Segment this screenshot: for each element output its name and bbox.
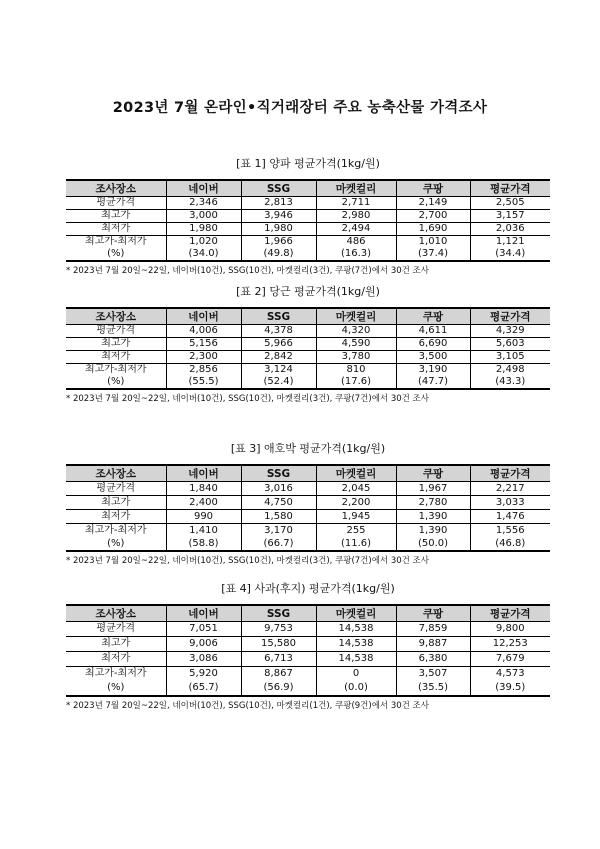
table-cell: 1,580 [241,510,316,524]
header-naver: 네이버 [166,308,241,325]
row-label: 평균가격 [66,482,166,496]
table-cell: 4,006 [166,325,241,338]
table-cell: 3,780 [316,351,396,364]
header-marketkurly: 마켓컬리 [316,308,396,325]
table-cell: 3,016 [241,482,316,496]
table-cell: 14,538 [316,622,396,637]
table-cell: (17.6) [316,376,396,389]
table-cell: 2,045 [316,482,396,496]
price-table [66,604,550,697]
row-label: 최저가 [66,510,166,524]
table-cell: 2,700 [396,210,470,223]
table-cell: 2,346 [166,197,241,210]
table-cell: 1,690 [396,223,470,236]
table-row [66,236,550,249]
table-cell: (35.5) [396,681,470,696]
page-title: 2023년 7월 온라인•직거래장터 주요 농축산물 가격조사 [112,100,488,116]
table-cell: 6,690 [396,338,470,351]
table-note: * 2023년 7월 20일~22일, 네이버(10건), SSG(10건), 마켓컬리(3건), 쿠팡(7건)에서 30건 조사 [66,394,429,404]
table-cell: 2,200 [316,496,396,510]
row-label: 최고가-최저가 [84,236,147,247]
table-cell: (50.0) [396,537,470,551]
table-caption: [표 1] 양파 평균가격(1kg/원) [236,157,380,170]
header-average: 평균가격 [470,180,550,197]
table-cell: 2,980 [316,210,396,223]
header-ssg: SSG [241,465,316,482]
table-row [66,197,550,210]
header-average: 평균가격 [470,465,550,482]
table-row [66,210,550,223]
table-cell: (11.6) [316,537,396,551]
table-cell: 990 [166,510,241,524]
table-cell: 255 [316,524,396,538]
table-cell: 4,590 [316,338,396,351]
table-cell: 9,753 [241,622,316,637]
table-cell: 2,217 [470,482,550,496]
table-row [66,376,550,389]
header-location: 조사장소 [66,180,166,197]
table-cell: 1,476 [470,510,550,524]
row-label: 평균가격 [66,197,166,210]
row-label: 최고가-최저가 [84,364,147,375]
table-cell: (66.7) [241,537,316,551]
header-marketkurly: 마켓컬리 [316,180,396,197]
price-table-onion [66,155,550,276]
table-cell: 1,945 [316,510,396,524]
table-row [66,248,550,261]
table-cell: (46.8) [470,537,550,551]
table-cell: (47.7) [396,376,470,389]
table-cell: 1,390 [396,510,470,524]
header-average: 평균가격 [470,605,550,622]
table-cell: 9,800 [470,622,550,637]
table-cell: 2,149 [396,197,470,210]
table-cell: 3,170 [241,524,316,538]
header-naver: 네이버 [166,605,241,622]
table-cell: 2,842 [241,351,316,364]
table-cell: 9,006 [166,637,241,652]
table-cell: 0 [316,667,396,682]
table-cell: 5,966 [241,338,316,351]
table-row [66,364,550,377]
table-cell: 810 [316,364,396,377]
table-cell: 5,156 [166,338,241,351]
table-cell: 1,966 [241,236,316,249]
table-cell: 8,867 [241,667,316,682]
header-location: 조사장소 [66,605,166,622]
table-cell: 1,020 [166,236,241,249]
table-cell: 1,840 [166,482,241,496]
table-cell: 2,711 [316,197,396,210]
table-cell: 1,967 [396,482,470,496]
table-row [66,681,550,696]
table-cell: 1,390 [396,524,470,538]
price-table-carrot [66,283,550,404]
table-cell: 4,750 [241,496,316,510]
table-cell: 2,856 [166,364,241,377]
table-cell: 4,378 [241,325,316,338]
header-coupang: 쿠팡 [396,605,470,622]
table-cell: 2,498 [470,364,550,377]
table-caption: [표 4] 사과(후지) 평균가격(1kg/원) [221,582,395,595]
table-cell: (0.0) [316,681,396,696]
table-cell: 1,980 [241,223,316,236]
price-table-apple [66,580,550,711]
table-cell: 7,679 [470,652,550,667]
table-note: * 2023년 7월 20일~22일, 네이버(10건), SSG(10건), 마켓컬리(3건), 쿠팡(7건)에서 30건 조사 [66,266,429,276]
table-cell: (37.4) [396,248,470,261]
header-ssg: SSG [241,308,316,325]
table-cell: 3,946 [241,210,316,223]
table-row [66,482,550,496]
header-marketkurly: 마켓컬리 [316,605,396,622]
row-label: 최고가-최저가 [84,668,147,679]
row-label: (%) [66,248,166,261]
header-location: 조사장소 [66,465,166,482]
table-cell: (56.9) [241,681,316,696]
table-cell: 1,556 [470,524,550,538]
table-cell: 7,051 [166,622,241,637]
table-cell: 3,190 [396,364,470,377]
table-cell: 14,538 [316,637,396,652]
row-label: (%) [66,537,166,551]
table-cell: 1,980 [166,223,241,236]
table-cell: 6,380 [396,652,470,667]
row-label: (%) [66,681,166,696]
header-marketkurly: 마켓컬리 [316,465,396,482]
table-cell: (52.4) [241,376,316,389]
table-cell: 2,036 [470,223,550,236]
table-row [66,524,550,538]
table-cell: (55.5) [166,376,241,389]
table-cell: 2,505 [470,197,550,210]
table-cell: 4,573 [470,667,550,682]
table-row [66,537,550,551]
header-average: 평균가격 [470,308,550,325]
row-label: 평균가격 [66,325,166,338]
table-cell: 4,329 [470,325,550,338]
price-table-zucchini [66,440,550,566]
row-label: 최고가-최저가 [84,525,147,536]
table-cell: 2,494 [316,223,396,236]
table-row [66,622,550,637]
table-cell: 3,500 [396,351,470,364]
table-cell: 2,780 [396,496,470,510]
table-cell: 5,603 [470,338,550,351]
header-ssg: SSG [241,180,316,197]
table-cell: 6,713 [241,652,316,667]
table-cell: 3,033 [470,496,550,510]
row-label: 최고가 [66,637,166,652]
row-label: 최저가 [66,652,166,667]
table-row [66,667,550,682]
table-cell: 3,105 [470,351,550,364]
table-cell: 2,813 [241,197,316,210]
table-cell: 3,507 [396,667,470,682]
table-row [66,637,550,652]
table-cell: 2,400 [166,496,241,510]
table-caption: [표 3] 애호박 평균가격(1kg/원) [230,442,386,455]
row-label: 최고가 [66,338,166,351]
table-cell: 9,887 [396,637,470,652]
header-location: 조사장소 [66,308,166,325]
table-row [66,338,550,351]
header-naver: 네이버 [166,465,241,482]
price-table [66,179,550,262]
row-label: 평균가격 [66,622,166,637]
row-label: 최고가 [66,210,166,223]
table-row [66,223,550,236]
table-row [66,510,550,524]
table-note: * 2023년 7월 20일~22일, 네이버(10건), SSG(10건), 마켓컬리(3건), 쿠팡(7건)에서 30건 조사 [66,556,429,566]
table-cell: 3,000 [166,210,241,223]
table-row [66,652,550,667]
table-cell: 3,124 [241,364,316,377]
header-naver: 네이버 [166,180,241,197]
table-cell: (39.5) [470,681,550,696]
row-label: 최저가 [66,351,166,364]
table-cell: 486 [316,236,396,249]
table-cell: (43.3) [470,376,550,389]
table-row [66,325,550,338]
table-cell: 4,320 [316,325,396,338]
row-label: 최고가 [66,496,166,510]
row-label: 최저가 [66,223,166,236]
table-cell: (49.8) [241,248,316,261]
table-cell: 7,859 [396,622,470,637]
table-cell: 1,121 [470,236,550,249]
table-cell: 5,920 [166,667,241,682]
price-table [66,307,550,390]
table-cell: 14,538 [316,652,396,667]
header-ssg: SSG [241,605,316,622]
table-cell: 3,086 [166,652,241,667]
table-cell: 15,580 [241,637,316,652]
header-coupang: 쿠팡 [396,180,470,197]
table-cell: 1,010 [396,236,470,249]
table-note: * 2023년 7월 20일~22일, 네이버(10건), SSG(10건), 마켓컬리(1건), 쿠팡(9건)에서 30건 조사 [66,701,429,711]
row-label: (%) [66,376,166,389]
table-cell: (65.7) [166,681,241,696]
table-caption: [표 2] 당근 평균가격(1kg/원) [236,285,380,298]
table-cell: 2,300 [166,351,241,364]
table-cell: (34.0) [166,248,241,261]
price-table [66,464,550,552]
table-cell: 1,410 [166,524,241,538]
table-cell: 3,157 [470,210,550,223]
table-cell: (34.4) [470,248,550,261]
table-cell: (58.8) [166,537,241,551]
table-row [66,496,550,510]
table-cell: 4,611 [396,325,470,338]
table-row [66,351,550,364]
header-coupang: 쿠팡 [396,308,470,325]
table-cell: 12,253 [470,637,550,652]
table-cell: (16.3) [316,248,396,261]
header-coupang: 쿠팡 [396,465,470,482]
